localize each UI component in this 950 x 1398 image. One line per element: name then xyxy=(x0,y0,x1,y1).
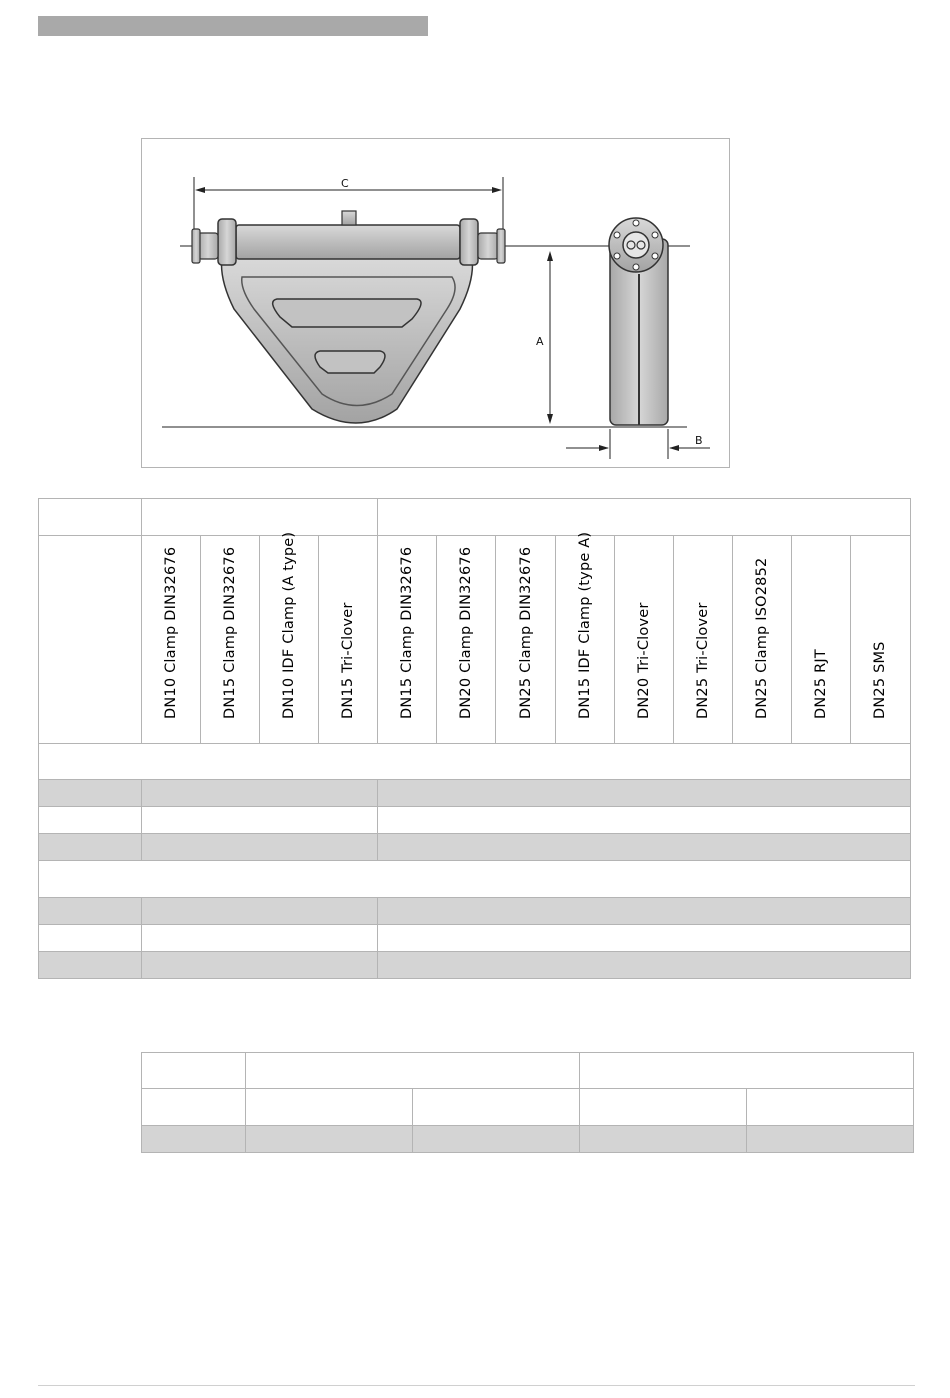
table-column-header-row xyxy=(142,1089,914,1126)
table-section-row xyxy=(39,744,911,780)
column-header xyxy=(437,536,496,744)
table-section-row xyxy=(39,861,911,898)
group-header-cell xyxy=(580,1053,914,1089)
connections-table xyxy=(38,498,911,979)
dim-a-arrow-top xyxy=(547,251,553,261)
column-header xyxy=(850,536,910,744)
dim-c-label: C xyxy=(341,177,349,190)
dimension-drawing xyxy=(141,138,730,468)
column-header xyxy=(378,536,437,744)
column-header-text: DN15 Tri-Clover xyxy=(340,602,357,719)
flowmeter-drawing-svg xyxy=(142,139,731,469)
column-header xyxy=(319,536,378,744)
column-header xyxy=(142,536,201,744)
column-header-text: DN20 Tri-Clover xyxy=(635,602,652,719)
header-bar xyxy=(38,16,428,36)
column-header-text: DN25 Clamp DIN32676 xyxy=(517,546,534,719)
group-header-cell xyxy=(142,499,378,536)
section-cell xyxy=(39,861,911,898)
weights-table xyxy=(141,1052,914,1153)
dim-c-arrow-right xyxy=(492,187,502,193)
column-header-text: DN15 Clamp DIN32676 xyxy=(222,546,239,719)
dim-b-label: B xyxy=(695,434,703,447)
table-row xyxy=(39,952,911,979)
column-header-text: DN20 Clamp DIN32676 xyxy=(458,546,475,719)
table-row xyxy=(39,925,911,952)
table-group-header-row xyxy=(39,499,911,536)
section-cell xyxy=(39,744,911,780)
column-header-text: DN25 RJT xyxy=(812,649,829,719)
column-header xyxy=(260,531,319,744)
table-row xyxy=(39,898,911,925)
table-row xyxy=(39,807,911,834)
group-header-cell xyxy=(246,1053,580,1089)
column-header-text: DN10 Clamp DIN32676 xyxy=(163,546,180,719)
dim-b-arrow-left xyxy=(599,445,609,451)
group-header-cell xyxy=(378,499,911,536)
column-header xyxy=(791,536,850,744)
group-header-label-cell xyxy=(39,499,142,536)
column-header-text: DN10 IDF Clamp (A type) xyxy=(281,531,298,719)
column-header xyxy=(496,536,555,744)
table-row xyxy=(39,834,911,861)
meter-side-view xyxy=(609,218,668,425)
column-header xyxy=(201,536,260,744)
table-row xyxy=(39,780,911,807)
column-header xyxy=(555,531,614,744)
table-group-header-row xyxy=(142,1053,914,1089)
column-header-text: DN15 Clamp DIN32676 xyxy=(399,546,416,719)
table-column-header-row xyxy=(39,536,911,744)
dim-a-arrow-bottom xyxy=(547,414,553,424)
column-header-text: DN25 Tri-Clover xyxy=(694,602,711,719)
footer-divider xyxy=(38,1385,915,1386)
dim-c-arrow-left xyxy=(195,187,205,193)
dim-a-label: A xyxy=(536,335,544,348)
column-header-text: DN25 Clamp ISO2852 xyxy=(753,557,770,719)
column-header xyxy=(732,536,791,744)
column-header-text: DN15 IDF Clamp (type A) xyxy=(576,531,593,719)
dim-b-arrow-right xyxy=(669,445,679,451)
meter-front-view xyxy=(192,211,505,423)
column-header-text: DN25 SMS xyxy=(872,641,889,719)
column-header-label-cell xyxy=(39,536,142,744)
column-header xyxy=(614,536,673,744)
column-header xyxy=(673,536,732,744)
table-row xyxy=(142,1126,914,1153)
